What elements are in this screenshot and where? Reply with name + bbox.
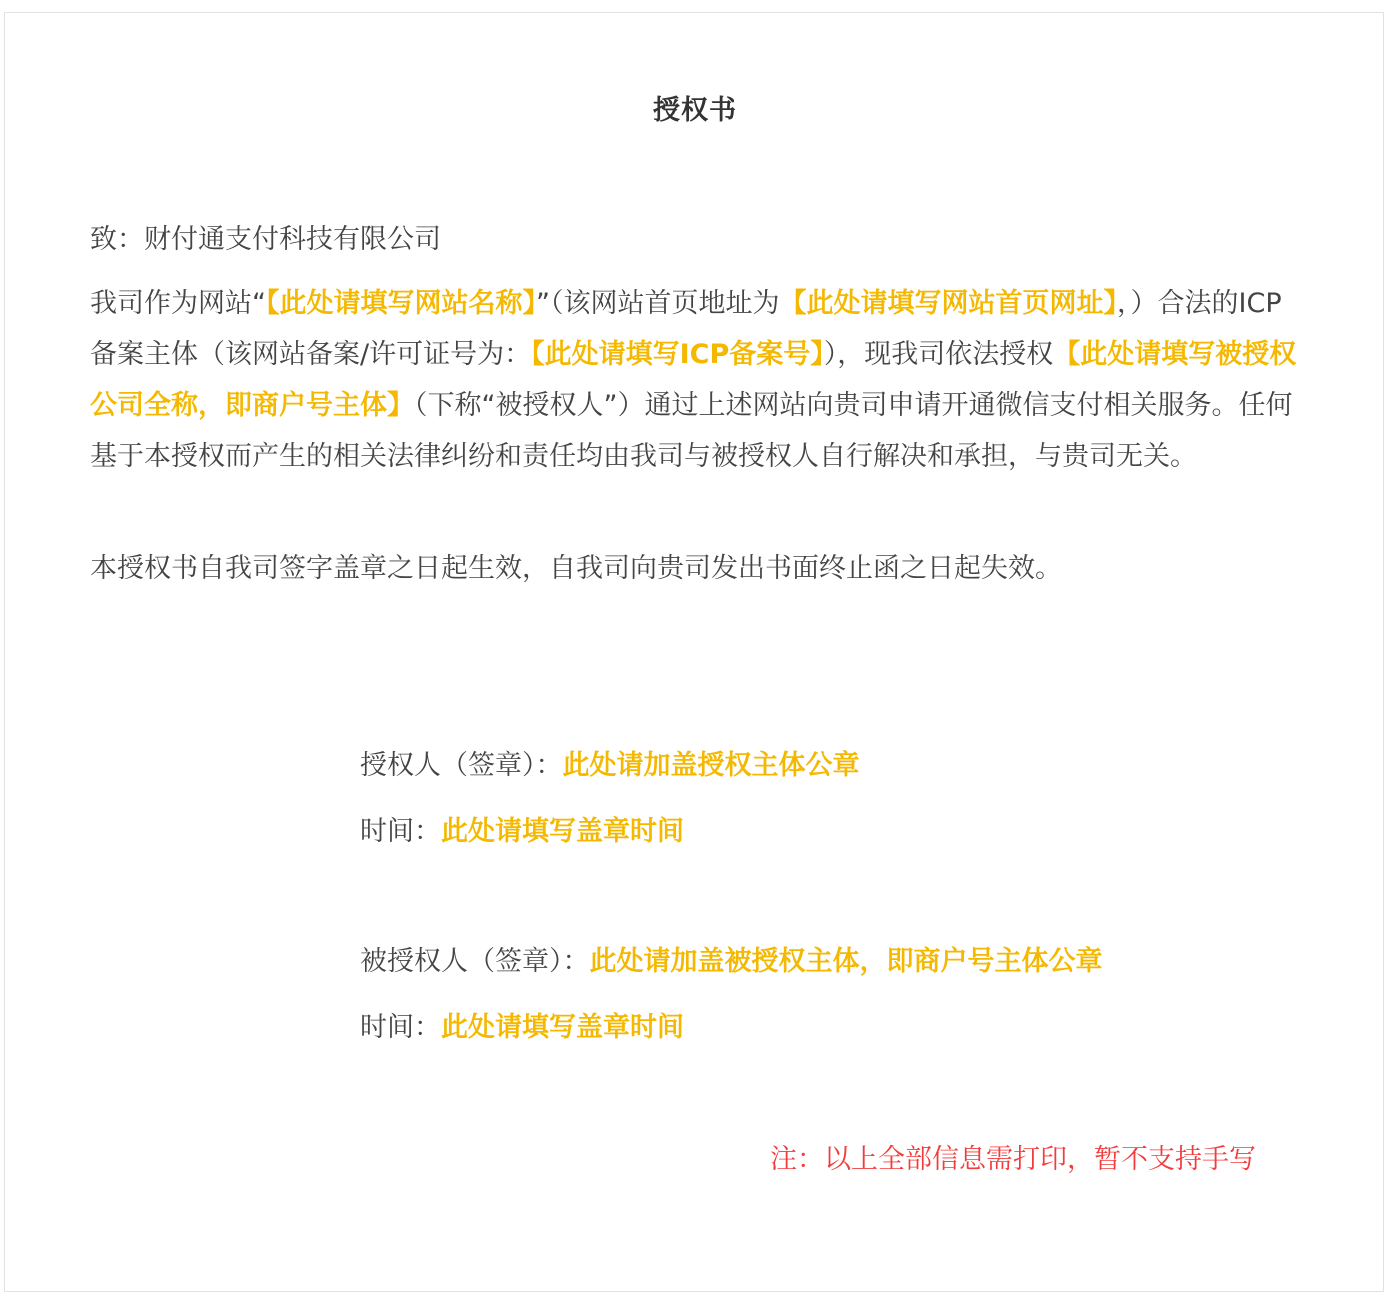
body-text-2: ”（该网站首页地址为: [536, 288, 780, 319]
grantor-seal-placeholder: 此处请加盖授权主体公章: [562, 750, 860, 781]
document-frame: [4, 12, 1384, 1292]
grantee-time-row: [360, 1008, 684, 1048]
grantee-signature-label: 被授权人（签章）：: [360, 946, 590, 977]
grantor-time-row: [360, 812, 684, 852]
addressee-line: 致：财付通支付科技有限公司: [90, 224, 441, 255]
grantor-signature-label: 授权人（签章）：: [360, 750, 563, 781]
grantee-placeholder: 【此处请填写被授权公司全称，即商户号主体】: [90, 339, 1297, 421]
validity-paragraph: 本授权书自我司签字盖章之日起生效，自我司向贵司发出书面终止函之日起失效。: [90, 553, 1062, 584]
icp-placeholder: 【此处请填写ICP备案号】: [531, 339, 824, 370]
grantee-time-placeholder: 此处请填写盖章时间: [441, 1012, 684, 1043]
site-url-placeholder: 【此处请填写网站首页网址】: [779, 288, 1117, 319]
site-name-placeholder: 【此处请填写网站名称】: [266, 288, 536, 319]
body-text-3: ，）合法的ICP备案主体（该网站备案/许可证号为：: [90, 288, 1282, 370]
body-text-4: ），现我司依法授权: [823, 339, 1054, 370]
grantee-seal-placeholder: 此处请加盖被授权主体，即商户号主体公章: [589, 946, 1103, 977]
grantor-time-placeholder: 此处请填写盖章时间: [441, 816, 684, 847]
print-note: 注：以上全部信息需打印，暂不支持手写: [770, 1144, 1256, 1175]
authorization-paragraph: [90, 278, 1305, 482]
document-title: 授权书: [653, 95, 737, 126]
grantee-signature-row: [360, 942, 1103, 982]
grantee-time-label: 时间：: [360, 1012, 441, 1043]
body-text-1: 我司作为网站“: [90, 288, 266, 319]
grantor-signature-row: [360, 746, 860, 786]
body-text-5: （下称“被授权人”）通过上述网站向贵司申请开通微信支付相关服务。任何基于本授权而产生的相关法律纠纷和责任均由我司与被授权人自行解决和承担，与贵司无关。: [90, 390, 1293, 472]
grantor-time-label: 时间：: [360, 816, 441, 847]
